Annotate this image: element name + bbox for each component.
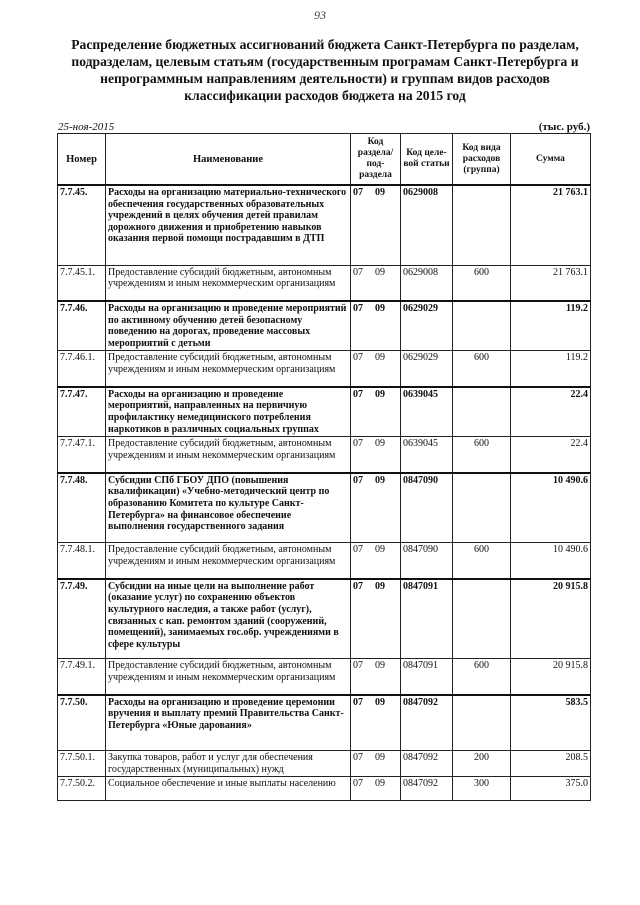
cell-amount: 20 915.8	[511, 579, 591, 659]
cell-name: Расходы на организацию и проведение мероприятий по активному обучению детей безопасному поведению на дорогах, проведение массовых мероприятий с детьми	[106, 301, 351, 351]
cell-target: 0847091	[401, 659, 453, 695]
cell-section	[351, 185, 401, 265]
cell-expense-type	[453, 473, 511, 543]
cell-number: 7.7.46.	[58, 301, 106, 351]
subsection-code: 09	[375, 544, 385, 556]
cell-name: Расходы на организацию и проведение церемонии вручения и выплату премий Правительства Санкт-Петербурга «Юные дарования»	[106, 695, 351, 751]
cell-expense-type	[453, 387, 511, 437]
cell-amount: 10 490.6	[511, 473, 591, 543]
cell-expense-type	[453, 185, 511, 265]
cell-section	[351, 777, 401, 801]
cell-name: Предоставление субсидий бюджетным, автономным учреждениям и иным некоммерческим организациям	[106, 543, 351, 579]
cell-number: 7.7.49.1.	[58, 659, 106, 695]
section-code: 07	[353, 388, 363, 400]
cell-expense-type: 600	[453, 265, 511, 301]
cell-number: 7.7.46.1.	[58, 351, 106, 387]
cell-amount: 119.2	[511, 351, 591, 387]
cell-name: Предоставление субсидий бюджетным, автономным учреждениям и иным некоммерческим организациям	[106, 265, 351, 301]
cell-name: Расходы на организацию материально-технического обеспечения государственных образовательных учреждений в целях обучения детей правилам дорожного движения и приобретению навыков оказания первой помощи пострадавшим в ДТП	[106, 185, 351, 265]
cell-amount: 21 763.1	[511, 265, 591, 301]
header-number: Номер	[58, 134, 106, 186]
cell-target: 0629029	[401, 351, 453, 387]
cell-number: 7.7.50.1.	[58, 751, 106, 777]
document-title: Распределение бюджетных ассигнований бюджета Санкт-Петербурга по разделам, подразделам, целевым статьям (государственным програмам Санкт-Петербурга и непрограммным направлениям деятельности) и группам видов расходов классификации расходов бюджета на 2015 год	[71, 37, 579, 103]
cell-amount: 583.5	[511, 695, 591, 751]
cell-section	[351, 437, 401, 473]
subsection-code: 09	[375, 696, 385, 708]
cell-name: Предоставление субсидий бюджетным, автономным учреждениям и иным некоммерческим организациям	[106, 659, 351, 695]
table-body	[58, 185, 591, 801]
cell-section	[351, 695, 401, 751]
table-row	[58, 695, 591, 751]
cell-target: 0629008	[401, 185, 453, 265]
header-target: Код целе- вой статьи	[401, 134, 453, 186]
table-row	[58, 351, 591, 387]
table-row	[58, 659, 591, 695]
cell-number: 7.7.50.2.	[58, 777, 106, 801]
cell-expense-type: 600	[453, 437, 511, 473]
cell-name: Расходы на организацию и проведение мероприятий, направленных на первичную профилактику немедицинского потребления наркотиков в различных социальных группах	[106, 387, 351, 437]
table-row	[58, 777, 591, 801]
subsection-code: 09	[375, 752, 385, 764]
cell-target: 0629029	[401, 301, 453, 351]
subsection-code: 09	[375, 352, 385, 364]
cell-section	[351, 473, 401, 543]
subsection-code: 09	[375, 187, 385, 198]
cell-target: 0847090	[401, 473, 453, 543]
cell-number: 7.7.45.1.	[58, 265, 106, 301]
section-code: 07	[353, 544, 363, 556]
cell-expense-type: 600	[453, 351, 511, 387]
cell-amount: 21 763.1	[511, 185, 591, 265]
cell-section	[351, 387, 401, 437]
budget-table	[57, 133, 591, 801]
subsection-code: 09	[375, 388, 385, 400]
cell-number: 7.7.48.1.	[58, 543, 106, 579]
cell-expense-type: 600	[453, 543, 511, 579]
cell-target: 0847090	[401, 543, 453, 579]
cell-target: 0847091	[401, 579, 453, 659]
header-name: Наименование	[106, 134, 351, 186]
table-row	[58, 387, 591, 437]
section-code: 07	[353, 580, 363, 592]
cell-number: 7.7.47.	[58, 387, 106, 437]
cell-expense-type	[453, 579, 511, 659]
cell-amount: 208.5	[511, 751, 591, 777]
cell-number: 7.7.47.1.	[58, 437, 106, 473]
cell-target: 0847092	[401, 695, 453, 751]
page-number: 93	[314, 8, 326, 22]
cell-name: Субсидии СПб ГБОУ ДПО (повышения квалификации) «Учебно-методический центр по образованию Комитета по культуре Санкт-Петербурга» на финансовое обеспечение выполнения государственного задания	[106, 473, 351, 543]
section-code: 07	[353, 778, 363, 790]
cell-target: 0847092	[401, 751, 453, 777]
section-code: 07	[353, 752, 363, 764]
cell-number: 7.7.48.	[58, 473, 106, 543]
cell-amount: 22.4	[511, 437, 591, 473]
cell-amount: 375.0	[511, 777, 591, 801]
cell-expense-type: 600	[453, 659, 511, 695]
cell-section	[351, 351, 401, 387]
subsection-code: 09	[375, 303, 385, 314]
table-row	[58, 437, 591, 473]
cell-amount: 20 915.8	[511, 659, 591, 695]
subsection-code: 09	[375, 580, 385, 592]
cell-target: 0639045	[401, 437, 453, 473]
cell-section	[351, 543, 401, 579]
table-row	[58, 301, 591, 351]
cell-section	[351, 301, 401, 351]
cell-expense-type	[453, 695, 511, 751]
subsection-code: 09	[375, 778, 385, 790]
subsection-code: 09	[375, 660, 385, 672]
cell-name: Закупка товаров, работ и услуг для обеспечения государственных (муниципальных) нужд	[106, 751, 351, 777]
cell-target: 0629008	[401, 265, 453, 301]
table-row	[58, 185, 591, 265]
cell-target: 0639045	[401, 387, 453, 437]
section-code: 07	[353, 696, 363, 708]
cell-name: Субсидии на иные цели на выполнение работ (оказание услуг) по сохранению объектов культурного наследия, а также работ (услуг), связанных с кап. ремонтом зданий (сооружений, помещений), занимаемых гос.обр. учреждениями в сфере культуры	[106, 579, 351, 659]
cell-expense-type: 200	[453, 751, 511, 777]
cell-amount: 119.2	[511, 301, 591, 351]
cell-expense-type: 300	[453, 777, 511, 801]
header-section: Код раздела/ под- раздела	[351, 134, 401, 186]
cell-amount: 22.4	[511, 387, 591, 437]
table-row	[58, 473, 591, 543]
section-code: 07	[353, 660, 363, 672]
cell-number: 7.7.50.	[58, 695, 106, 751]
cell-name: Предоставление субсидий бюджетным, автономным учреждениям и иным некоммерческим организациям	[106, 437, 351, 473]
section-code: 07	[353, 266, 363, 278]
section-code: 07	[353, 474, 363, 486]
cell-section	[351, 579, 401, 659]
cell-name: Предоставление субсидий бюджетным, автономным учреждениям и иным некоммерческим организациям	[106, 351, 351, 387]
header-amount: Сумма	[511, 134, 591, 186]
cell-number: 7.7.49.	[58, 579, 106, 659]
cell-section	[351, 265, 401, 301]
cell-number: 7.7.45.	[58, 185, 106, 265]
table-row	[58, 751, 591, 777]
subsection-code: 09	[375, 474, 385, 486]
subsection-code: 09	[375, 266, 385, 278]
subsection-code: 09	[375, 438, 385, 450]
cell-amount: 10 490.6	[511, 543, 591, 579]
cell-expense-type	[453, 301, 511, 351]
table-row	[58, 265, 591, 301]
cell-target: 0847092	[401, 777, 453, 801]
section-code: 07	[353, 303, 363, 314]
table-header-row	[58, 134, 591, 186]
cell-section	[351, 751, 401, 777]
section-code: 07	[353, 352, 363, 364]
section-code: 07	[353, 438, 363, 450]
section-code: 07	[353, 187, 363, 198]
cell-name: Социальное обеспечение и иные выплаты населению	[106, 777, 351, 801]
table-row	[58, 543, 591, 579]
date-stamp: 25-ноя-2015	[58, 121, 115, 133]
header-expense-type: Код вида расходов (группа)	[453, 134, 511, 186]
units-label: (тыс. руб.)	[538, 121, 590, 133]
cell-section	[351, 659, 401, 695]
table-row	[58, 579, 591, 659]
